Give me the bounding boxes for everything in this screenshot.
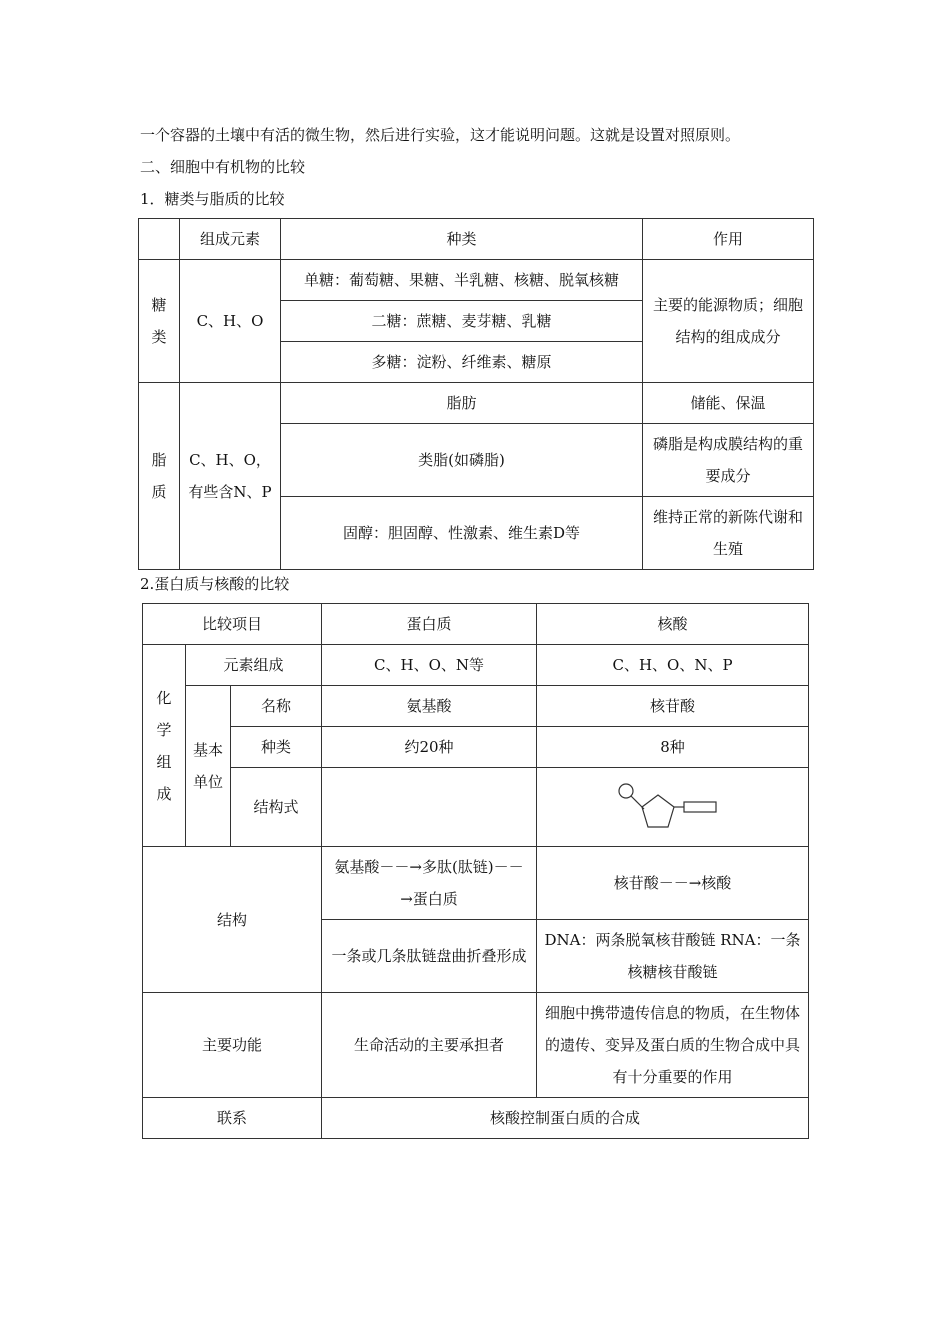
protein-elements: C、H、O、N等 <box>322 645 537 686</box>
header-protein: 蛋白质 <box>322 604 537 645</box>
phosphate-circle <box>619 784 633 798</box>
chem-composition-label: 化学组成 <box>143 645 186 847</box>
nucleic-unit-kinds: 8种 <box>537 727 809 768</box>
nucleic-unit-name: 核苷酸 <box>537 686 809 727</box>
protein-structure-2: 一条或几条肽链盘曲折叠形成 <box>322 920 537 993</box>
header-nucleic: 核酸 <box>537 604 809 645</box>
lipid-type-sterol: 固醇：胆固醇、性激素、维生素D等 <box>281 497 643 570</box>
sugar-type-poly: 多糖：淀粉、纤维素、糖原 <box>281 342 643 383</box>
subsection-title-sugar-lipid: 1．糖类与脂质的比较 <box>140 190 285 208</box>
subsection-title-protein-nucleic: 2.蛋白质与核酸的比较 <box>140 575 290 593</box>
sugar-label: 糖类 <box>139 260 180 383</box>
relation-label: 联系 <box>143 1098 322 1139</box>
base-rect <box>684 802 716 812</box>
lipid-elements: C、H、O，有些含N、P <box>180 383 281 570</box>
formula-label: 结构式 <box>231 768 322 847</box>
basic-unit-label: 基本单位 <box>186 686 231 847</box>
nucleic-structure-1: 核苷酸－－→核酸 <box>537 847 809 920</box>
kinds-label: 种类 <box>231 727 322 768</box>
function-label: 主要功能 <box>143 993 322 1098</box>
elements-label: 元素组成 <box>186 645 322 686</box>
header-elements: 组成元素 <box>180 219 281 260</box>
table-header-row <box>143 604 809 645</box>
sugar-type-di: 二糖：蔗糖、麦芽糖、乳糖 <box>281 301 643 342</box>
table-row <box>139 383 814 424</box>
name-label: 名称 <box>231 686 322 727</box>
nucleotide-structure-cell <box>537 768 809 847</box>
sugar-elements: C、H、O <box>180 260 281 383</box>
lipid-function-sterol: 维持正常的新陈代谢和生殖 <box>643 497 814 570</box>
protein-unit-kinds: 约20种 <box>322 727 537 768</box>
header-item: 比较项目 <box>143 604 322 645</box>
lipid-function-fat: 储能、保温 <box>643 383 814 424</box>
header-types: 种类 <box>281 219 643 260</box>
nucleic-elements: C、H、O、N、P <box>537 645 809 686</box>
table-row <box>143 727 809 768</box>
pentose-pentagon <box>642 795 674 827</box>
table-row <box>143 768 809 847</box>
header-empty <box>139 219 180 260</box>
protein-nucleic-table <box>142 603 809 1139</box>
table-header-row <box>139 219 814 260</box>
table-row <box>143 645 809 686</box>
sugar-function: 主要的能源物质；细胞结构的组成成分 <box>643 260 814 383</box>
nucleic-function: 细胞中携带遗传信息的物质，在生物体的遗传、变异及蛋白质的生物合成中具有十分重要的作用 <box>537 993 809 1098</box>
relation-value: 核酸控制蛋白质的合成 <box>322 1098 809 1139</box>
sugar-type-mono: 单糖：葡萄糖、果糖、半乳糖、核糖、脱氧核糖 <box>281 260 643 301</box>
protein-function: 生命活动的主要承担者 <box>322 993 537 1098</box>
protein-structure-1: 氨基酸－－→多肽(肽链)－－→蛋白质 <box>322 847 537 920</box>
table-row <box>143 993 809 1098</box>
section-title: 二、细胞中有机物的比较 <box>140 158 306 176</box>
table-row <box>143 847 809 920</box>
protein-formula <box>322 768 537 847</box>
intro-paragraph: 一个容器的土壤中有活的微生物，然后进行实验，这才能说明问题。这就是设置对照原则。 <box>140 126 741 144</box>
table-row <box>143 686 809 727</box>
lipid-type-phospholipid: 类脂(如磷脂) <box>281 424 643 497</box>
protein-unit-name: 氨基酸 <box>322 686 537 727</box>
sugar-lipid-table <box>138 218 814 570</box>
table-row <box>139 260 814 301</box>
nucleotide-structure-diagram <box>608 777 738 837</box>
header-function: 作用 <box>643 219 814 260</box>
nucleic-structure-2: DNA：两条脱氧核苷酸链 RNA：一条核糖核苷酸链 <box>537 920 809 993</box>
lipid-label: 脂质 <box>139 383 180 570</box>
structure-label: 结构 <box>143 847 322 993</box>
table-row <box>143 1098 809 1139</box>
lipid-type-fat: 脂肪 <box>281 383 643 424</box>
lipid-function-phospholipid: 磷脂是构成膜结构的重要成分 <box>643 424 814 497</box>
